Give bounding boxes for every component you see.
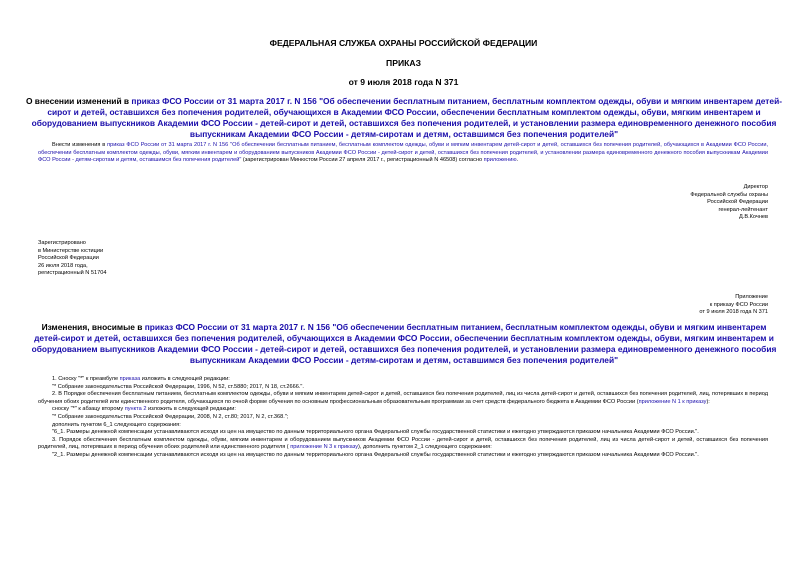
item-2-footnote: "* Собрание законодательства Российской Федерации, 2008, N 2, ст.80; 2017, N 2, ст.368."; bbox=[52, 413, 289, 420]
signature-line: Д.В.Кочнев bbox=[739, 214, 768, 221]
signature-block bbox=[560, 184, 768, 222]
item-text: 1. Сноску "*" к преамбуле bbox=[52, 376, 120, 382]
changes-title-link[interactable]: приказ ФСО России от 31 марта 2017 г. N 156 "Об обеспечении бесплатным питанием, бесплатным комплектом одежды, обуви и мягким инвентарем детей-сирот и детей, оставшихся без попечения родителей, обучающихся в Академии ФСО России, обеспечении бесплатным комплектом одежды, обуви, мягким инвентарем и оборудованием выпускников Академии ФСО России - детей-сирот и детей, оставшихся без попечения родителей, и установлении размера единовременного денежного пособия выпускникам Академии ФСО России - детям-сиротам и детям, оставшимся без попечения родителей" bbox=[31, 322, 777, 365]
item-text: ), дополнить пунктом 2_1 следующего содержания: bbox=[358, 444, 492, 451]
registration-line: в Министерстве юстиции bbox=[38, 247, 104, 254]
intro-appendix-link[interactable]: приложению bbox=[483, 157, 517, 164]
order-title-link[interactable]: приказ ФСО России от 31 марта 2017 г. N 156 "Об обеспечении бесплатным питанием, бесплатным комплектом одежды, обуви и мягким инвентарем детей-сирот и детей, оставшихся без попечения родителей, обучающихся в Академии ФСО России, обеспечении бесплатным комплектом одежды, обуви, мягким инвентарем и оборудованием выпускников Академии ФСО России - детей-сирот и детей, оставшихся без попечения родителей, и установлении размера единовременного денежного пособия выпускникам Академии ФСО России - детям-сиротам и детям, оставшимся без попечения родителей" bbox=[31, 96, 783, 139]
order-title bbox=[24, 96, 784, 140]
signature-line: Российской Федерации bbox=[707, 199, 768, 206]
registration-line: Российской Федерации bbox=[38, 255, 99, 262]
registration-line: 26 июля 2018 года, bbox=[38, 262, 88, 269]
point-2-link[interactable]: пункта 2 bbox=[124, 406, 147, 413]
registration-line: Зарегистрировано bbox=[38, 240, 86, 246]
item-2-new-point: "6_1. Размеры денежной компенсации устанавливаются исходя из цен на имущество по данным территориального органа Федеральной службы государственной статистики и ежегодно утверждаются приказом начальника Академии ФСО России.". bbox=[52, 429, 699, 436]
registration-block bbox=[38, 240, 238, 278]
item-text: изложить в следующей редакции: bbox=[140, 376, 230, 382]
intro-order-link[interactable]: приказ ФСО России от 31 марта 2017 г. N 156 "Об обеспечении бесплатным питанием, бесплатным комплектом одежды, обуви и мягким инвентарем детей-сирот и детей, оставшихся без попечения родителей, обучающихся в Академии ФСО России, обеспечении бесплатным комплектом одежды, обуви, мягким инвентарем и оборудованием выпускников Академии ФСО России - детей-сирот и детей, оставшихся без попечения родителей, и установлении размера единовременного денежного пособия выпускникам Академии ФСО России - детям-сиротам и детям, оставшимся без попечения родителей" bbox=[38, 142, 769, 164]
intro-paragraph bbox=[38, 142, 768, 165]
appendix-3-link[interactable]: приложение N 3 к приказу bbox=[288, 444, 359, 451]
intro-text-2: (зарегистрирован Минюстом России 27 апреля 2017 г., регистрационный N 46508) согласно bbox=[241, 157, 484, 164]
doc-type-heading: ПРИКАЗ bbox=[386, 58, 421, 68]
registration-line: регистрационный N 51704 bbox=[38, 270, 107, 277]
appendix-line: от 9 июля 2018 года N 371 bbox=[699, 309, 768, 316]
item-text: ): bbox=[706, 398, 710, 405]
item-2-add-point: дополнить пунктом 6_1 следующего содержания: bbox=[52, 421, 181, 428]
item-text: сноску "*" к абзацу второму bbox=[52, 406, 125, 413]
signature-line: Директор bbox=[743, 184, 768, 190]
changes-title bbox=[28, 322, 780, 366]
appendix-block bbox=[560, 294, 768, 317]
appendix-line: Приложение bbox=[735, 294, 768, 300]
signature-line: генерал-лейтенант bbox=[718, 206, 768, 213]
signature-line: Федеральной службы охраны bbox=[690, 191, 768, 198]
intro-text-1: Внести изменения в bbox=[52, 142, 108, 148]
appendix-1-link[interactable]: приложение N 1 к приказу bbox=[638, 398, 707, 405]
item-1 bbox=[38, 376, 768, 384]
item-text: 3. Порядок обеспечения бесплатным комплектом одежды, обуви, мягким инвентарем и оборудованием выпускников Академии ФСО России - детей-сирот и детей, оставшихся без попечения родителей, лиц из числа детей-сирот и детей, оставшихся без попечения родителей, лиц, потерявших в период обучения обоих родителей или единственного родителя ( bbox=[38, 436, 768, 451]
item-2 bbox=[38, 391, 768, 406]
item-1-footnote: "* Собрание законодательства Российской Федерации, 1996, N 52, ст.5880; 2017, N 18, ст.2666.". bbox=[52, 383, 304, 390]
order-title-prefix: О внесении изменений в bbox=[25, 96, 132, 106]
changes-list bbox=[38, 376, 768, 460]
item-text: изложить в следующей редакции: bbox=[146, 406, 236, 413]
intro-text-3: . bbox=[516, 157, 519, 164]
agency-heading: ФЕДЕРАЛЬНАЯ СЛУЖБА ОХРАНЫ РОССИЙСКОЙ ФЕДЕРАЦИИ bbox=[269, 38, 538, 48]
item-2-footnote-instruction bbox=[38, 406, 768, 414]
changes-title-prefix: Изменения, вносимые в bbox=[41, 322, 145, 332]
item-3 bbox=[38, 437, 768, 452]
item-3-new-point: "2_1. Размеры денежной компенсации устанавливаются исходя из цен на имущество по данным территориального органа Федеральной службы государственной статистики и ежегодно утверждаются приказом начальника Академии ФСО России.". bbox=[52, 451, 699, 458]
item-text: 2. В Порядке обеспечения бесплатным питанием, бесплатным комплектом одежды, обуви и мягким инвентарем детей-сирот и детей, оставшихся без попечения родителей, лиц из числа детей-сирот и детей, оставшихся без попечения родителей, лиц, потерявших в период обучения обоих родителей или единственного родителя, обучающихся по очной форме обучения по основным профессиональным образовательным программам за счет средств федерального бюджета в Академии ФСО России ( bbox=[38, 391, 768, 405]
doc-date-number: от 9 июля 2018 года N 371 bbox=[348, 77, 459, 87]
order-link[interactable]: приказа bbox=[119, 376, 141, 382]
appendix-line: к приказу ФСО России bbox=[709, 301, 768, 308]
